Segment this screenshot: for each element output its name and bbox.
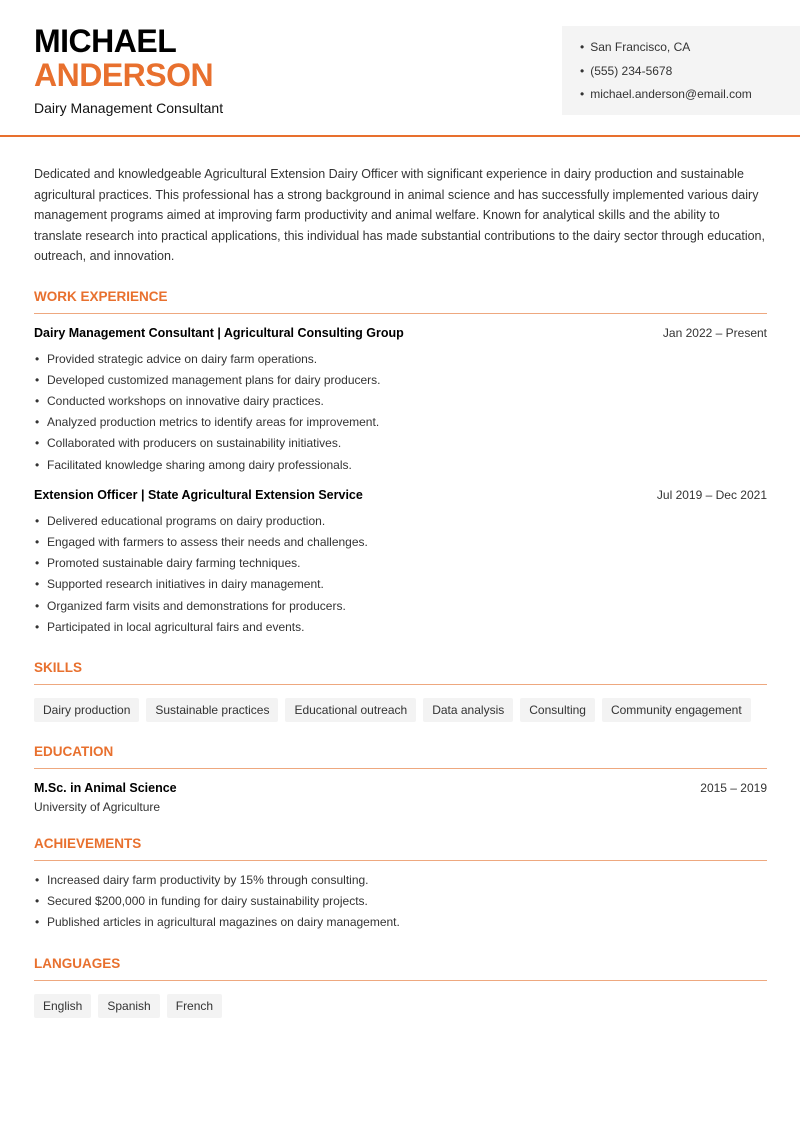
bullet-item: • Delivered educational programs on dairy production.: [34, 511, 767, 532]
job-header: [34, 488, 767, 502]
skill-tag: Dairy production: [34, 698, 139, 722]
section-heading-languages: LANGUAGES: [34, 956, 767, 981]
skill-tag: Educational outreach: [285, 698, 416, 722]
skill-tag: Community engagement: [602, 698, 751, 722]
last-name: ANDERSON: [34, 57, 214, 93]
section-heading-skills: SKILLS: [34, 660, 767, 685]
bullet-item: • Participated in local agricultural fairs and events.: [34, 617, 767, 638]
job-date: Jan 2022 – Present: [662, 325, 767, 340]
job-position: Dairy Management Consultant | Agricultural Consulting Group: [34, 325, 404, 340]
achievement-item: • Secured $200,000 in funding for dairy sustainability projects.: [34, 891, 767, 912]
contact-phone: • (555) 234-5678: [580, 63, 800, 87]
skills-list: [34, 698, 767, 722]
job-header: [34, 326, 767, 340]
resume-header: [0, 0, 800, 137]
skill-tag: Consulting: [520, 698, 595, 722]
job-entry: [34, 488, 767, 638]
contact-box: [562, 26, 800, 115]
bullet-item: • Facilitated knowledge sharing among dairy professionals.: [34, 455, 767, 476]
achievement-item: • Published articles in agricultural magazines on dairy management.: [34, 912, 767, 933]
skill-tag: Data analysis: [423, 698, 513, 722]
contact-email: • michael.anderson@email.com: [580, 86, 800, 110]
school: University of Agriculture: [34, 799, 161, 814]
job-title: Dairy Management Consultant: [34, 100, 224, 116]
achievement-item: • Increased dairy farm productivity by 15% through consulting.: [34, 870, 767, 891]
job-entry: [34, 326, 767, 476]
bullet-item: • Organized farm visits and demonstrations for producers.: [34, 596, 767, 617]
language-tag: Spanish: [98, 994, 159, 1018]
summary: Dedicated and knowledgeable Agricultural Extension Dairy Officer with significant experience in dairy production and sustainable agricultural practices. This professional has a strong background in animal science and has successfully implemented various dairy management programs aimed at improving farm productivity and animal welfare. Known for analytical skills and the ability to translate research into practical applications, this individual has made substantial contributions to the dairy sector through education, outreach, and innovation.: [34, 167, 765, 263]
section-heading-education: EDUCATION: [34, 744, 767, 769]
bullet-item: • Engaged with farmers to assess their needs and challenges.: [34, 532, 767, 553]
first-name: MICHAEL: [34, 23, 177, 59]
job-bullets: [34, 511, 767, 638]
bullet-item: • Supported research initiatives in dairy management.: [34, 574, 767, 595]
language-tag: French: [167, 994, 222, 1018]
bullet-item: • Promoted sustainable dairy farming techniques.: [34, 553, 767, 574]
contact-location: • San Francisco, CA: [580, 39, 800, 63]
education-entry: [34, 781, 767, 814]
job-position: Extension Officer | State Agricultural Extension Service: [34, 487, 363, 502]
section-heading-work: WORK EXPERIENCE: [34, 289, 767, 314]
language-tag: English: [34, 994, 91, 1018]
languages-list: [34, 994, 767, 1018]
bullet-item: • Developed customized management plans for dairy producers.: [34, 370, 767, 391]
job-date: Jul 2019 – Dec 2021: [656, 487, 767, 502]
degree: M.Sc. in Animal Science: [34, 780, 177, 795]
education-date: 2015 – 2019: [700, 780, 767, 795]
job-bullets: [34, 349, 767, 476]
bullet-item: • Conducted workshops on innovative dairy practices.: [34, 391, 767, 412]
section-heading-achievements: ACHIEVEMENTS: [34, 836, 767, 861]
bullet-item: • Analyzed production metrics to identify areas for improvement.: [34, 412, 767, 433]
skill-tag: Sustainable practices: [146, 698, 278, 722]
bullet-item: • Collaborated with producers on sustainability initiatives.: [34, 433, 767, 454]
bullet-item: • Provided strategic advice on dairy farm operations.: [34, 349, 767, 370]
achievements-list: [34, 870, 767, 934]
